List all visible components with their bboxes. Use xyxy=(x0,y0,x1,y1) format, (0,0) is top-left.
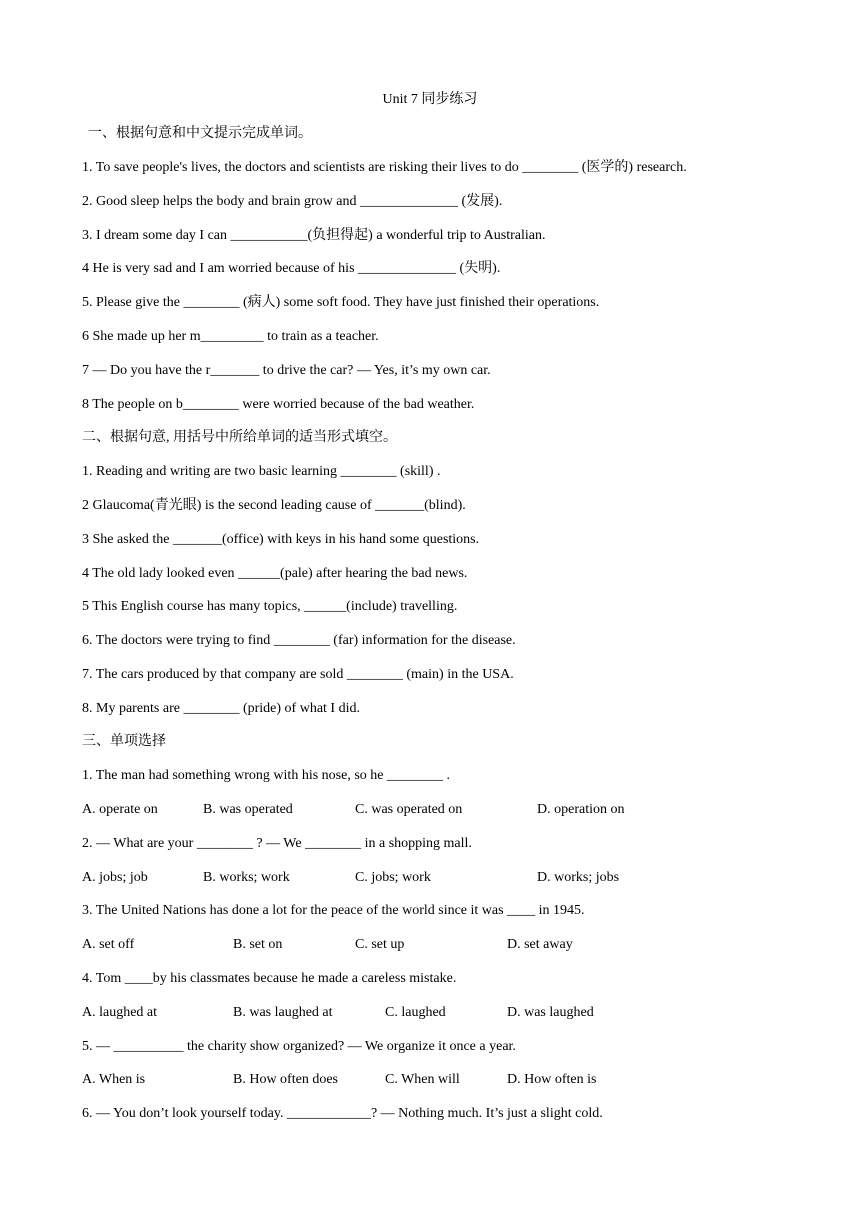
q2-option-a: A. jobs; job xyxy=(82,870,148,885)
q3-option-b: B. set on xyxy=(233,937,283,952)
q4-option-c: C. laughed xyxy=(385,1005,446,1020)
s2-item-8: 8. My parents are ________ (pride) of what I did. xyxy=(82,701,360,716)
q3-option-a: A. set off xyxy=(82,937,135,952)
s3-question-1: 1. The man had something wrong with his nose, so he ________ . xyxy=(82,768,450,783)
q5-option-d: D. How often is xyxy=(507,1072,597,1087)
q4-option-a: A. laughed at xyxy=(82,1005,158,1020)
s2-item-7: 7. The cars produced by that company are sold ________ (main) in the USA. xyxy=(82,667,514,682)
s1-item-5: 5. Please give the ________ (病人) some soft food. They have just finished their operations. xyxy=(82,295,600,310)
q1-option-b: B. was operated xyxy=(203,802,293,817)
s3-question-2: 2. — What are your ________ ? — We ________ in a shopping mall. xyxy=(82,836,472,851)
s3-question-5: 5. — __________ the charity show organized? — We organize it once a year. xyxy=(82,1039,516,1054)
q5-option-a: A. When is xyxy=(82,1072,146,1087)
q1-option-c: C. was operated on xyxy=(355,802,463,817)
s1-item-8: 8 The people on b________ were worried because of the bad weather. xyxy=(82,397,475,412)
s3-question-3: 3. The United Nations has done a lot for the peace of the world since it was ____ in 1945. xyxy=(82,903,585,918)
s2-item-1: 1. Reading and writing are two basic learning ________ (skill) . xyxy=(82,464,441,479)
page-title: Unit 7 同步练习 xyxy=(382,92,478,107)
s1-item-1: 1. To save people's lives, the doctors and scientists are risking their lives to do ________ (医学的) research. xyxy=(82,160,687,175)
q4-option-b: B. was laughed at xyxy=(233,1005,333,1020)
q1-option-a: A. operate on xyxy=(82,802,158,817)
s3-question-4: 4. Tom ____by his classmates because he made a careless mistake. xyxy=(82,971,457,986)
q2-option-d: D. works; jobs xyxy=(537,870,620,885)
s2-item-2: 2 Glaucoma(青光眼) is the second leading cause of _______(blind). xyxy=(82,498,466,513)
q3-option-d: D. set away xyxy=(507,937,573,952)
section-1-heading: 一、根据句意和中文提示完成单词。 xyxy=(88,126,312,141)
q3-option-c: C. set up xyxy=(355,937,405,952)
q5-option-b: B. How often does xyxy=(233,1072,338,1087)
q2-option-b: B. works; work xyxy=(203,870,290,885)
q4-option-d: D. was laughed xyxy=(507,1005,594,1020)
s1-item-6: 6 She made up her m_________ to train as a teacher. xyxy=(82,329,379,344)
q2-option-c: C. jobs; work xyxy=(355,870,431,885)
s2-item-4: 4 The old lady looked even ______(pale) after hearing the bad news. xyxy=(82,566,468,581)
q1-option-d: D. operation on xyxy=(537,802,625,817)
s1-item-4: 4 He is very sad and I am worried because of his ______________ (失明). xyxy=(82,261,501,276)
s3-question-6: 6. — You don’t look yourself today. ____________? — Nothing much. It’s just a slight cold. xyxy=(82,1106,603,1121)
s1-item-2: 2. Good sleep helps the body and brain grow and ______________ (发展). xyxy=(82,194,503,209)
s2-item-6: 6. The doctors were trying to find ________ (far) information for the disease. xyxy=(82,633,516,648)
q5-option-c: C. When will xyxy=(385,1072,460,1087)
s1-item-7: 7 — Do you have the r_______ to drive the car? — Yes, it’s my own car. xyxy=(82,363,491,378)
s2-item-3: 3 She asked the _______(office) with keys in his hand some questions. xyxy=(82,532,480,547)
s1-item-3: 3. I dream some day I can ___________(负担得起) a wonderful trip to Australian. xyxy=(82,228,546,243)
section-2-heading: 二、根据句意, 用括号中所给单词的适当形式填空。 xyxy=(82,430,397,445)
s2-item-5: 5 This English course has many topics, ______(include) travelling. xyxy=(82,599,458,614)
section-3-heading: 三、单项选择 xyxy=(82,734,166,749)
